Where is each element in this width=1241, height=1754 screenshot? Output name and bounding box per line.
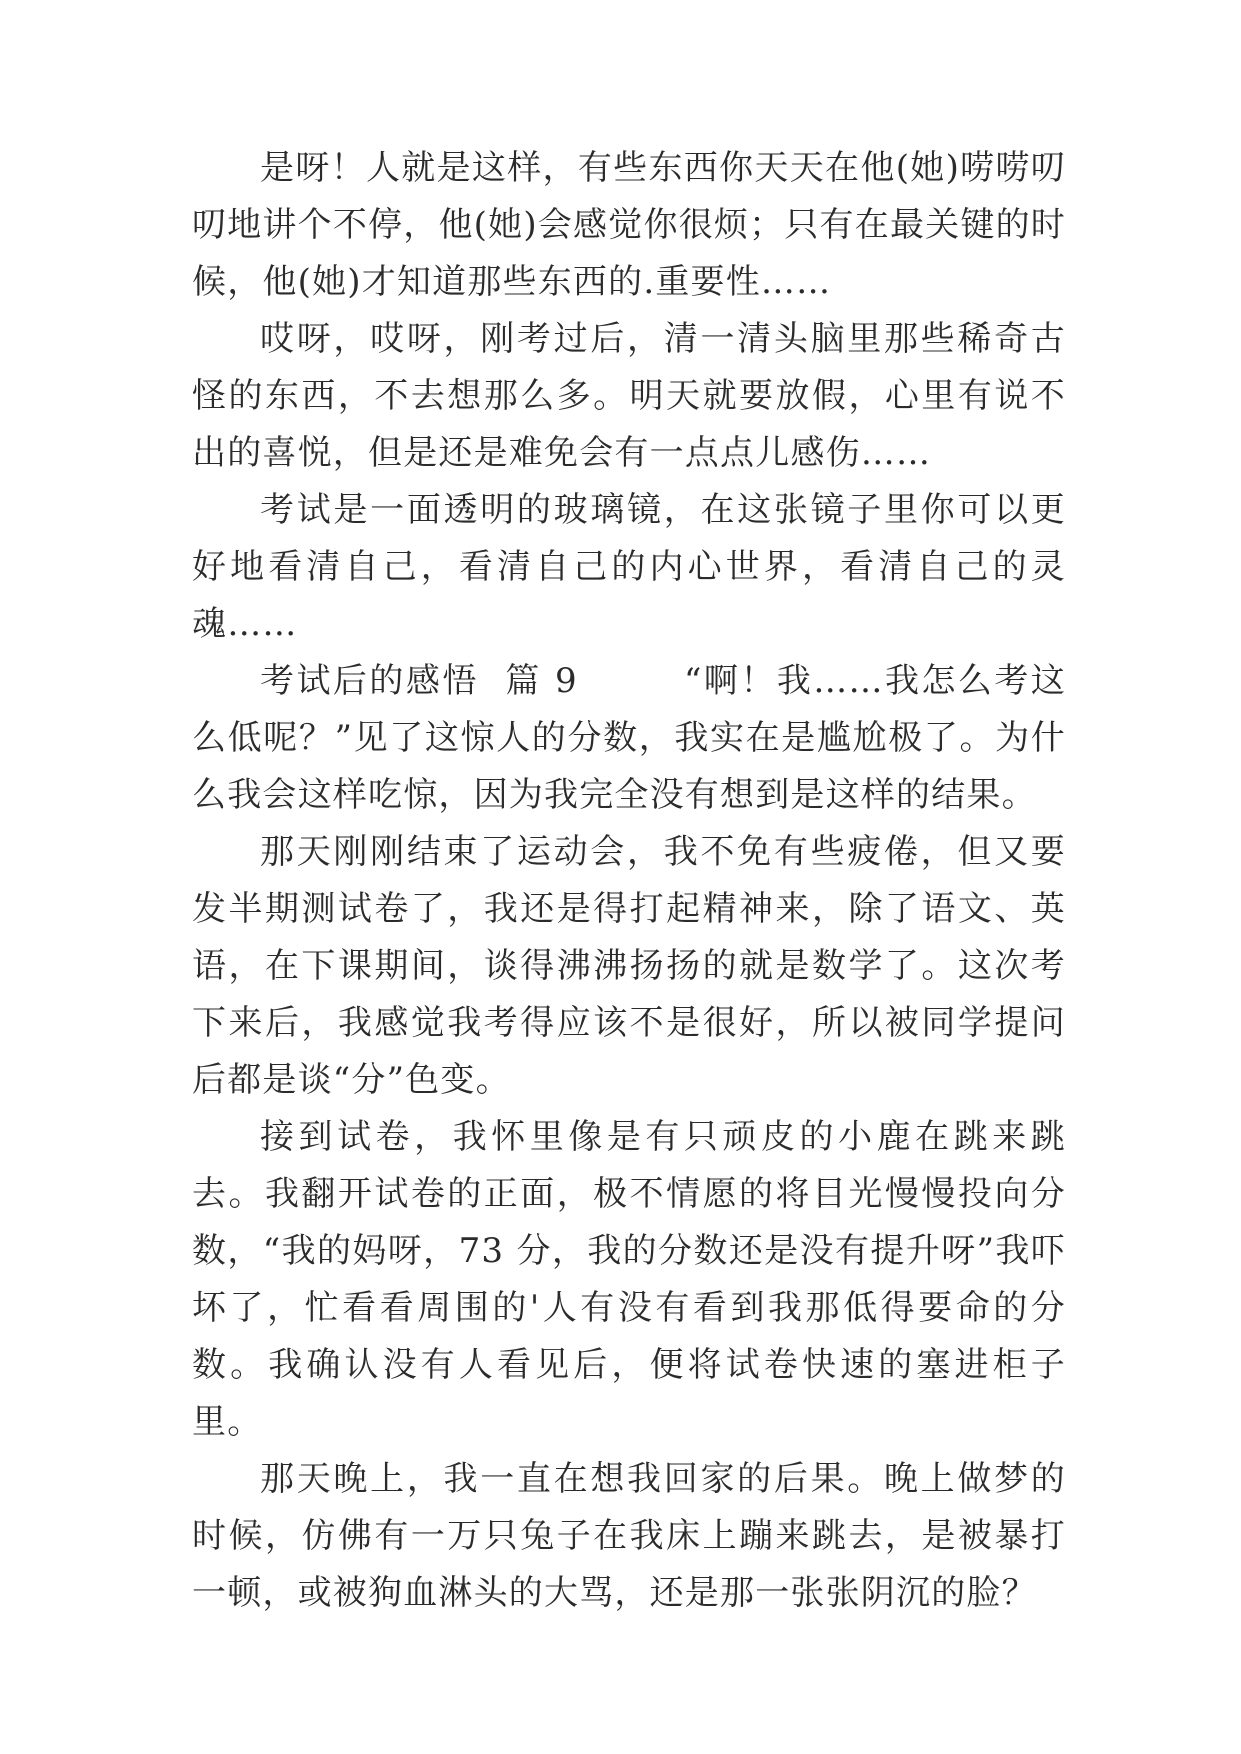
paragraph-3: 考试是一面透明的玻璃镜，在这张镜子里你可以更好地看清自己，看清自己的内心世界，看清自己的灵魂……: [192, 490, 1066, 644]
paragraph-2: 哎呀，哎呀，刚考过后，清一清头脑里那些稀奇古怪的东西，不去想那么多。明天就要放假，心里有说不出的喜悦，但是还是难免会有一点点儿感伤……: [192, 319, 1066, 473]
paragraph-6: 接到试卷，我怀里像是有只顽皮的小鹿在跳来跳去。我翻开试卷的正面，极不情愿的将目光慢慢投向分数，“我的妈呀，73 分，我的分数还是没有提升呀”我吓坏了，忙看看周围的'人有没有看到我那低得要命的分数。我确认没有人看见后，便将试卷快速的塞进柜子里。: [192, 1117, 1066, 1442]
document-body: [192, 140, 1066, 1622]
paragraph-5: 那天刚刚结束了运动会，我不免有些疲倦，但又要发半期测试卷了，我还是得打起精神来，除了语文、英语，在下课期间，谈得沸沸扬扬的就是数学了。这次考下来后，我感觉我考得应该不是很好，所以被同学提问后都是谈“分”色变。: [192, 832, 1066, 1100]
paragraph-1: 是呀！人就是这样，有些东西你天天在他(她)唠唠叨叨地讲个不停，他(她)会感觉你很烦；只有在最关键的时候，他(她)才知道那些东西的.重要性……: [192, 148, 1066, 302]
paragraph-7: 那天晚上，我一直在想我回家的后果。晚上做梦的时候，仿佛有一万只兔子在我床上蹦来跳去，是被暴打一顿，或被狗血淋头的大骂，还是那一张张阴沉的脸？: [192, 1459, 1066, 1613]
paragraph-4: 考试后的感悟 篇 9 “啊！我……我怎么考这么低呢？”见了这惊人的分数，我实在是尴尬极了。为什么我会这样吃惊，因为我完全没有想到是这样的结果。: [192, 661, 1066, 815]
